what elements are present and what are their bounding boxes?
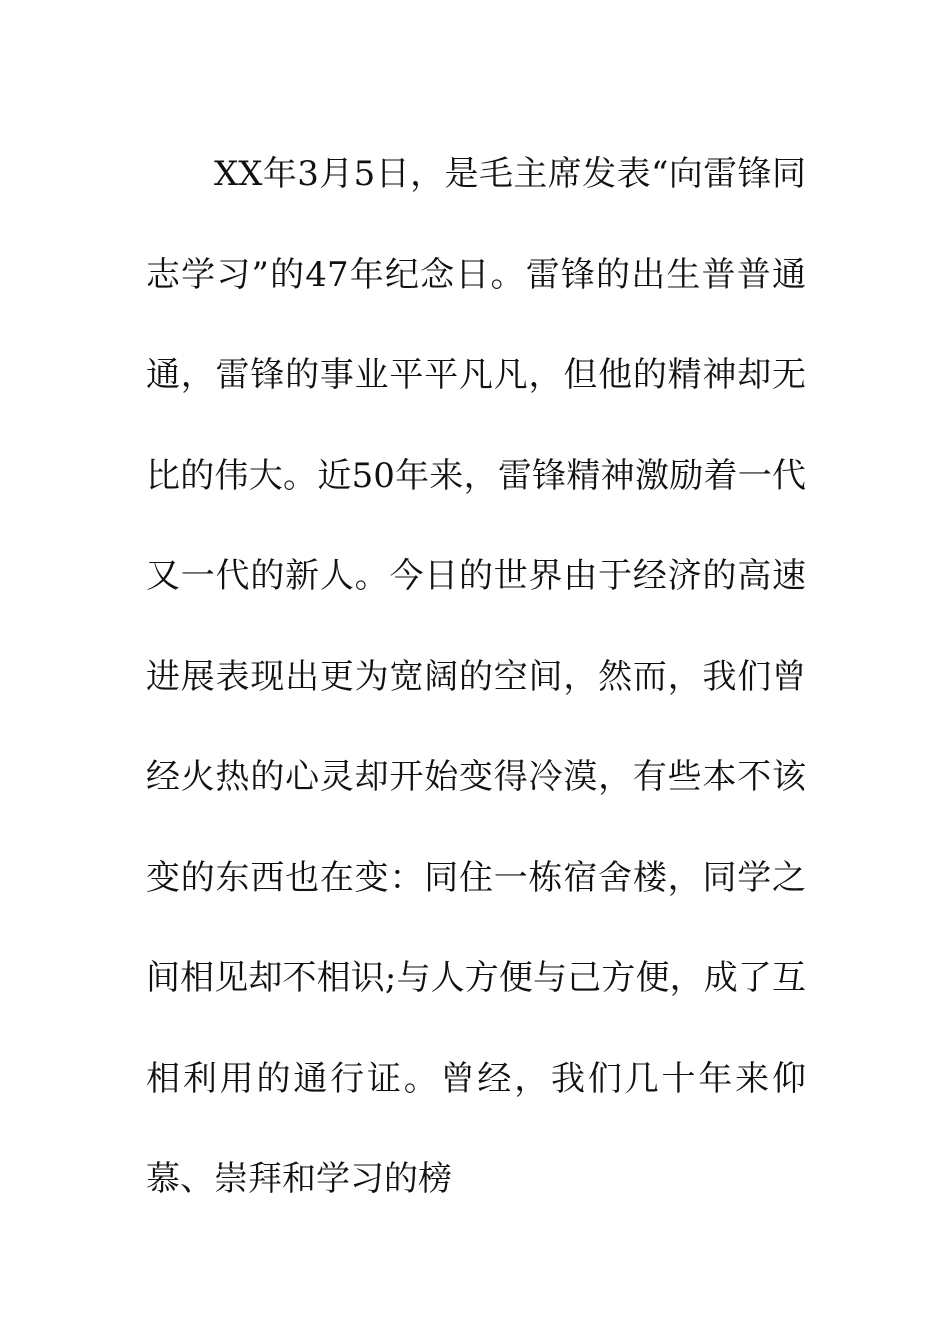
body-paragraph: XX年3月5日，是毛主席发表“向雷锋同志学习”的47年纪念日。雷锋的出生普普通通，雷锋的事业平平凡凡，但他的精神却无比的伟大。近50年来，雷锋精神激励着一代又一代的新人。今日的世界由于经济的高速进展表现出更为宽阔的空间，然而，我们曾经火热的心灵却开始变得冷漠，有些本不该变的东西也在变：同住一栋宿舍楼，同学之间相见却不相识;与人方便与己方便，成了互相利用的通行证。曾经，我们几十年来仰慕、崇拜和学习的榜 bbox=[146, 154, 806, 1199]
